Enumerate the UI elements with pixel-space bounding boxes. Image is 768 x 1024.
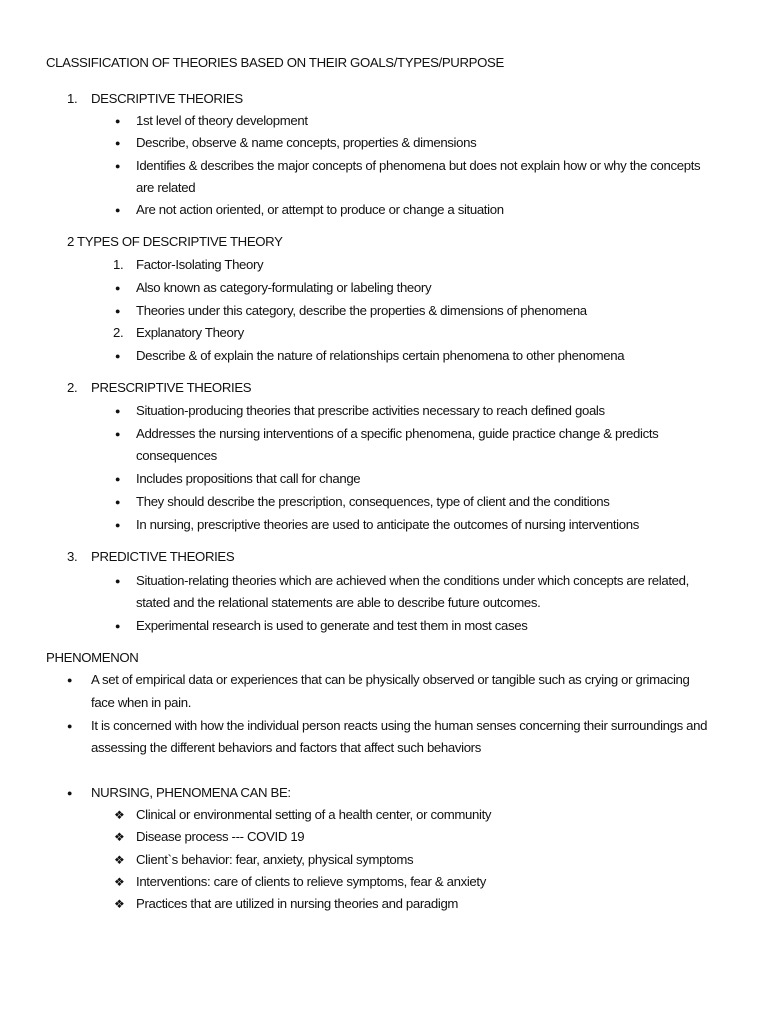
bullet-marker: ● [115, 205, 121, 215]
list-item: Practices that are utilized in nursing theories and paradigm [136, 896, 459, 911]
list-item: Explanatory Theory [136, 325, 244, 340]
list-item: Client`s behavior: fear, anxiety, physical symptoms [136, 852, 414, 867]
section-heading-phenomenon: PHENOMENON [46, 650, 139, 665]
diamond-bullet-icon: ❖ [114, 853, 125, 867]
list-item-continuation: stated and the relational statements are able to describe future outcomes. [136, 595, 541, 610]
list-item: Also known as category-formulating or labeling theory [136, 280, 432, 295]
list-item-continuation: assessing the different behaviors and factors that affect such behaviors [91, 740, 481, 755]
list-item: It is concerned with how the individual person reacts using the human senses concerning their surroundings and [91, 718, 708, 733]
diamond-bullet-icon: ❖ [114, 808, 125, 822]
list-item: In nursing, prescriptive theories are used to anticipate the outcomes of nursing interventions [136, 517, 639, 532]
section-number: 2. [67, 380, 78, 395]
list-item: Describe, observe & name concepts, properties & dimensions [136, 135, 477, 150]
list-item: Addresses the nursing interventions of a specific phenomena, guide practice change & predicts [136, 426, 659, 441]
diamond-bullet-icon: ❖ [114, 875, 125, 889]
list-item: Interventions: care of clients to relieve symptoms, fear & anxiety [136, 874, 486, 889]
list-item: They should describe the prescription, consequences, type of client and the conditions [136, 494, 610, 509]
list-item: Situation-producing theories that prescribe activities necessary to reach defined goals [136, 403, 605, 418]
bullet-marker: ● [115, 161, 121, 171]
section-heading-prescriptive: PRESCRIPTIVE THEORIES [91, 380, 252, 395]
diamond-bullet-icon: ❖ [114, 830, 125, 844]
list-item: Identifies & describes the major concepts of phenomena but does not explain how or why the concepts [136, 158, 701, 173]
diamond-bullet-icon: ❖ [114, 897, 125, 911]
bullet-marker: ● [115, 138, 121, 148]
bullet-marker: ● [115, 520, 121, 530]
subsection-heading-types: 2 TYPES OF DESCRIPTIVE THEORY [67, 234, 283, 249]
list-item: 1st level of theory development [136, 113, 308, 128]
subsection-heading-nursing: NURSING, PHENOMENA CAN BE: [91, 785, 291, 800]
bullet-marker: ● [115, 116, 121, 126]
list-item-continuation: are related [136, 180, 196, 195]
section-heading-descriptive: DESCRIPTIVE THEORIES [91, 91, 243, 106]
bullet-marker: ● [115, 474, 121, 484]
section-heading-predictive: PREDICTIVE THEORIES [91, 549, 235, 564]
bullet-marker: ● [115, 283, 121, 293]
list-item-continuation: consequences [136, 448, 217, 463]
list-item: Theories under this category, describe the properties & dimensions of phenomena [136, 303, 587, 318]
list-item: Are not action oriented, or attempt to produce or change a situation [136, 202, 504, 217]
section-number: 3. [67, 549, 78, 564]
list-item: Disease process --- COVID 19 [136, 829, 305, 844]
document-title: CLASSIFICATION OF THEORIES BASED ON THEIR GOALS/TYPES/PURPOSE [46, 55, 504, 70]
bullet-marker: ● [115, 406, 121, 416]
list-number: 2. [113, 325, 124, 340]
list-item: Factor-Isolating Theory [136, 257, 264, 272]
list-item-continuation: face when in pain. [91, 695, 192, 710]
section-number: 1. [67, 91, 78, 106]
bullet-marker: ● [115, 576, 121, 586]
list-item: Describe & of explain the nature of relationships certain phenomena to other phenomena [136, 348, 625, 363]
list-item: Situation-relating theories which are achieved when the conditions under which concepts are related, [136, 573, 689, 588]
list-item: Clinical or environmental setting of a health center, or community [136, 807, 492, 822]
bullet-marker: ● [115, 351, 121, 361]
list-item: Includes propositions that call for change [136, 471, 361, 486]
list-number: 1. [113, 257, 124, 272]
bullet-marker: ● [115, 497, 121, 507]
bullet-marker: ● [115, 621, 121, 631]
bullet-marker: ● [67, 675, 73, 685]
bullet-marker: ● [67, 721, 73, 731]
list-item: Experimental research is used to generate and test them in most cases [136, 618, 528, 633]
bullet-marker: ● [67, 788, 73, 798]
bullet-marker: ● [115, 306, 121, 316]
list-item: A set of empirical data or experiences that can be physically observed or tangible such as crying or grimacing [91, 672, 690, 687]
bullet-marker: ● [115, 429, 121, 439]
